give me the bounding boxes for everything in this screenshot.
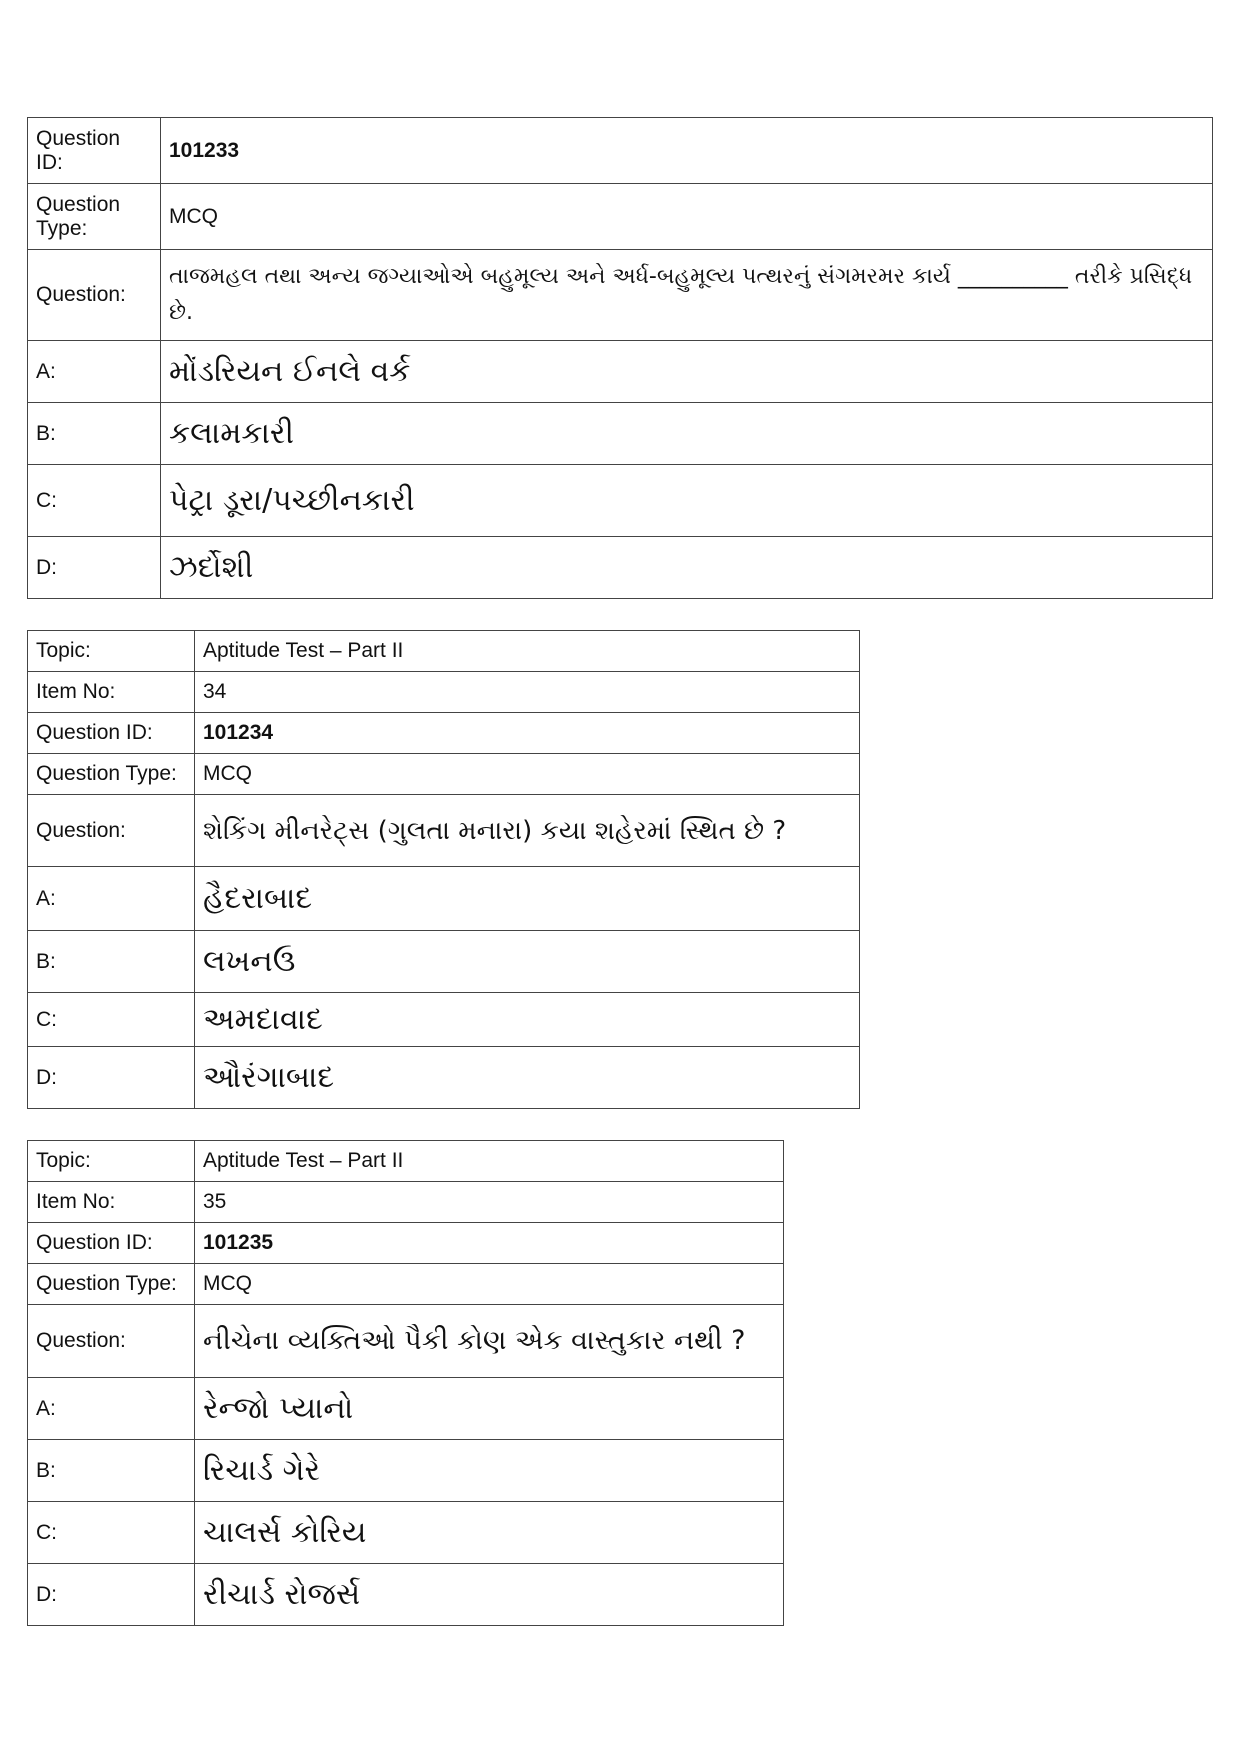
option-b-text: રિચાર્ડ ગેરે bbox=[195, 1440, 784, 1502]
question-type-row bbox=[28, 184, 1213, 250]
option-d-label: D: bbox=[28, 1564, 195, 1626]
question-label: Question: bbox=[28, 795, 195, 867]
option-d-label: D: bbox=[28, 1047, 195, 1109]
option-row-a bbox=[28, 867, 860, 931]
question-type-label: Question Type: bbox=[28, 184, 161, 250]
option-row-d bbox=[28, 1047, 860, 1109]
option-a-text: રેન્જો પ્યાનો bbox=[195, 1378, 784, 1440]
option-d-label: D: bbox=[28, 537, 161, 599]
question-text: નીચેના વ્યક્તિઓ પૈકી કોણ એક વાસ્તુકાર નથી ? bbox=[195, 1305, 784, 1378]
question-id-value: 101233 bbox=[161, 118, 1213, 184]
question-table-101233 bbox=[27, 117, 1213, 599]
option-row-b bbox=[28, 403, 1213, 465]
topic-label: Topic: bbox=[28, 1141, 195, 1182]
item-no-value: 35 bbox=[195, 1182, 784, 1223]
question-id-row bbox=[28, 713, 860, 754]
option-row-a bbox=[28, 341, 1213, 403]
item-no-label: Item No: bbox=[28, 1182, 195, 1223]
option-c-label: C: bbox=[28, 465, 161, 537]
option-b-label: B: bbox=[28, 931, 195, 993]
topic-value: Aptitude Test – Part II bbox=[195, 631, 860, 672]
option-row-b bbox=[28, 1440, 784, 1502]
item-no-value: 34 bbox=[195, 672, 860, 713]
option-row-b bbox=[28, 931, 860, 993]
option-a-text: હૈદરાબાદ bbox=[195, 867, 860, 931]
option-c-text: અમદાવાદ bbox=[195, 993, 860, 1047]
option-a-label: A: bbox=[28, 867, 195, 931]
option-a-text: મોંડરિયન ઈનલે વર્ક bbox=[161, 341, 1213, 403]
question-type-value: MCQ bbox=[161, 184, 1213, 250]
option-c-label: C: bbox=[28, 1502, 195, 1564]
question-table-101234 bbox=[27, 630, 860, 1109]
question-id-label: Question ID: bbox=[28, 713, 195, 754]
question-type-row bbox=[28, 1264, 784, 1305]
item-no-row bbox=[28, 672, 860, 713]
item-no-label: Item No: bbox=[28, 672, 195, 713]
option-b-label: B: bbox=[28, 1440, 195, 1502]
option-d-text: ઝર્દોશી bbox=[161, 537, 1213, 599]
option-b-text: લખનઉ bbox=[195, 931, 860, 993]
question-text: તાજમહલ તથા અન્ય જગ્યાઓએ બહુમૂલ્ય અને અર્ધ-બહુમૂલ્ય પત્થરનું સંગમરમર કાર્ય __________ તરીકે પ્રસિદ્ધ છે. bbox=[161, 250, 1213, 341]
question-id-row bbox=[28, 118, 1213, 184]
question-row bbox=[28, 795, 860, 867]
question-id-label: Question ID: bbox=[28, 118, 161, 184]
question-row bbox=[28, 1305, 784, 1378]
option-row-d bbox=[28, 537, 1213, 599]
topic-row bbox=[28, 631, 860, 672]
question-id-value: 101234 bbox=[195, 713, 860, 754]
option-b-text: કલામકારી bbox=[161, 403, 1213, 465]
option-row-c bbox=[28, 993, 860, 1047]
question-id-row bbox=[28, 1223, 784, 1264]
option-d-text: ઔરંગાબાદ bbox=[195, 1047, 860, 1109]
option-c-text: પેટ્રા ડૂરા/પચ્છીનકારી bbox=[161, 465, 1213, 537]
option-row-d bbox=[28, 1564, 784, 1626]
question-type-value: MCQ bbox=[195, 754, 860, 795]
question-type-label: Question Type: bbox=[28, 1264, 195, 1305]
question-type-row bbox=[28, 754, 860, 795]
topic-value: Aptitude Test – Part II bbox=[195, 1141, 784, 1182]
question-id-label: Question ID: bbox=[28, 1223, 195, 1264]
topic-row bbox=[28, 1141, 784, 1182]
question-row bbox=[28, 250, 1213, 341]
question-label: Question: bbox=[28, 250, 161, 341]
option-a-label: A: bbox=[28, 1378, 195, 1440]
question-type-value: MCQ bbox=[195, 1264, 784, 1305]
option-row-c bbox=[28, 1502, 784, 1564]
item-no-row bbox=[28, 1182, 784, 1223]
question-table-101235 bbox=[27, 1140, 784, 1626]
question-type-label: Question Type: bbox=[28, 754, 195, 795]
option-a-label: A: bbox=[28, 341, 161, 403]
question-id-value: 101235 bbox=[195, 1223, 784, 1264]
question-label: Question: bbox=[28, 1305, 195, 1378]
option-c-text: ચાલર્સ કોરિય bbox=[195, 1502, 784, 1564]
option-b-label: B: bbox=[28, 403, 161, 465]
topic-label: Topic: bbox=[28, 631, 195, 672]
option-row-a bbox=[28, 1378, 784, 1440]
option-d-text: રીચાર્ડ રોજર્સ bbox=[195, 1564, 784, 1626]
question-text: શેકિંગ મીનરેટ્સ (ગુલતા મનારા) કયા શહેરમાં સ્થિત છે ? bbox=[195, 795, 860, 867]
option-row-c bbox=[28, 465, 1213, 537]
option-c-label: C: bbox=[28, 993, 195, 1047]
